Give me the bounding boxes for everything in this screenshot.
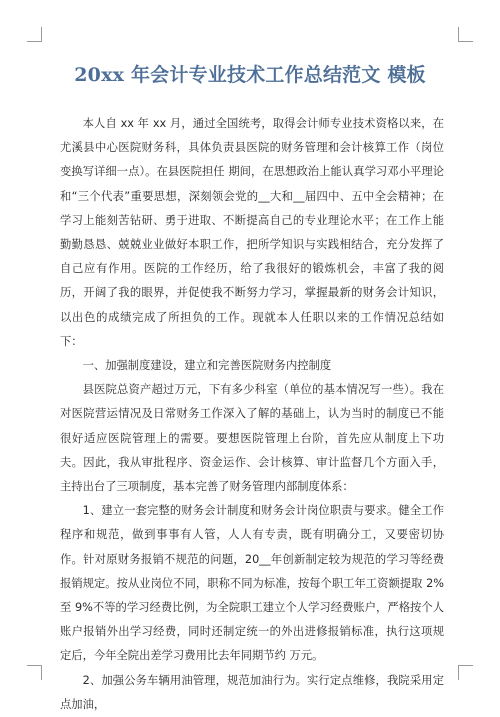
document-body xyxy=(60,112,444,717)
crop-mark-top-right xyxy=(458,27,473,42)
paragraph-item-2: 2、加强公务车辆用油管理，规范加油行为。实行定点维修，我院采用定点加油， xyxy=(60,673,444,711)
paragraph-intro: 本人自 xx 年 xx 月，通过全国统考，取得会计师专业技术资格以来，在尤溪县中心医院财务科，具体负责县医院的财务管理和会计核算工作（岗位变换写详细一点）。在县医院担任 期间，在思想政治上能认真学习邓小平理论和“三个代表”重要思想，深刻领会党的__大和__届四中、五中全会精神；在学习上能刻苦钻研、勇于进取、不断提高自己的专业理论水平；在工作上能勤勤恳恳、兢兢业业做好本职工作，把所学知识与实践相结合，充分发挥了自己应有作用。医院的工作经历，给了我很好的锻炼机会，丰富了我的阅历，开阔了我的眼界，并促使我不断努力学习，掌握最新的财务会计知识，以出色的成绩完成了所担负的工作。现就本人任职以来的工作情况总结如下： xyxy=(60,117,444,348)
section-heading-1: 一、加强制度建设，建立和完善医院财务内控制度 xyxy=(82,359,332,373)
crop-mark-top-left xyxy=(27,27,42,42)
document-title: 20xx 年会计专业技术工作总结范文 模板 xyxy=(74,64,426,86)
crop-mark-bottom-left xyxy=(27,665,42,680)
crop-mark-bottom-right xyxy=(458,665,473,680)
paragraph-background: 县医院总资产超过万元，下有多少科室（单位的基本情况写一些）。我在对医院营运情况及日常财务工作深入了解的基础上，认为当时的制度已不能很好适应医院管理上的需要。要想医院管理上台阶，首先应从制度上下功夫。因此，我从审批程序、资金运作、会计核算、审计监督几个方面入手，主持出台了三项制度，基本完善了财务管理内部制度体系： xyxy=(60,383,444,494)
paragraph-item-1: 1、建立一套完整的财务会计制度和财务会计岗位职责与要求。健全工作程序和规范，做到事事有人管，人人有专责，既有明确分工，又要密切协作。针对原财务报销不规范的问题，20__年创新制定较为规范的学习等经费报销规定。按从业岗位不同，职称不同为标准，按每个职工年工资额提取 2%至 9%不等的学习经费比例，为全院职工建立个人学习经费账户，严格按个人账户报销外出学习经费，同时还制定统一的外出进修报销标准，执行这项规定后，今年全院出差学习费用比去年同期节约 万元。 xyxy=(60,504,444,663)
